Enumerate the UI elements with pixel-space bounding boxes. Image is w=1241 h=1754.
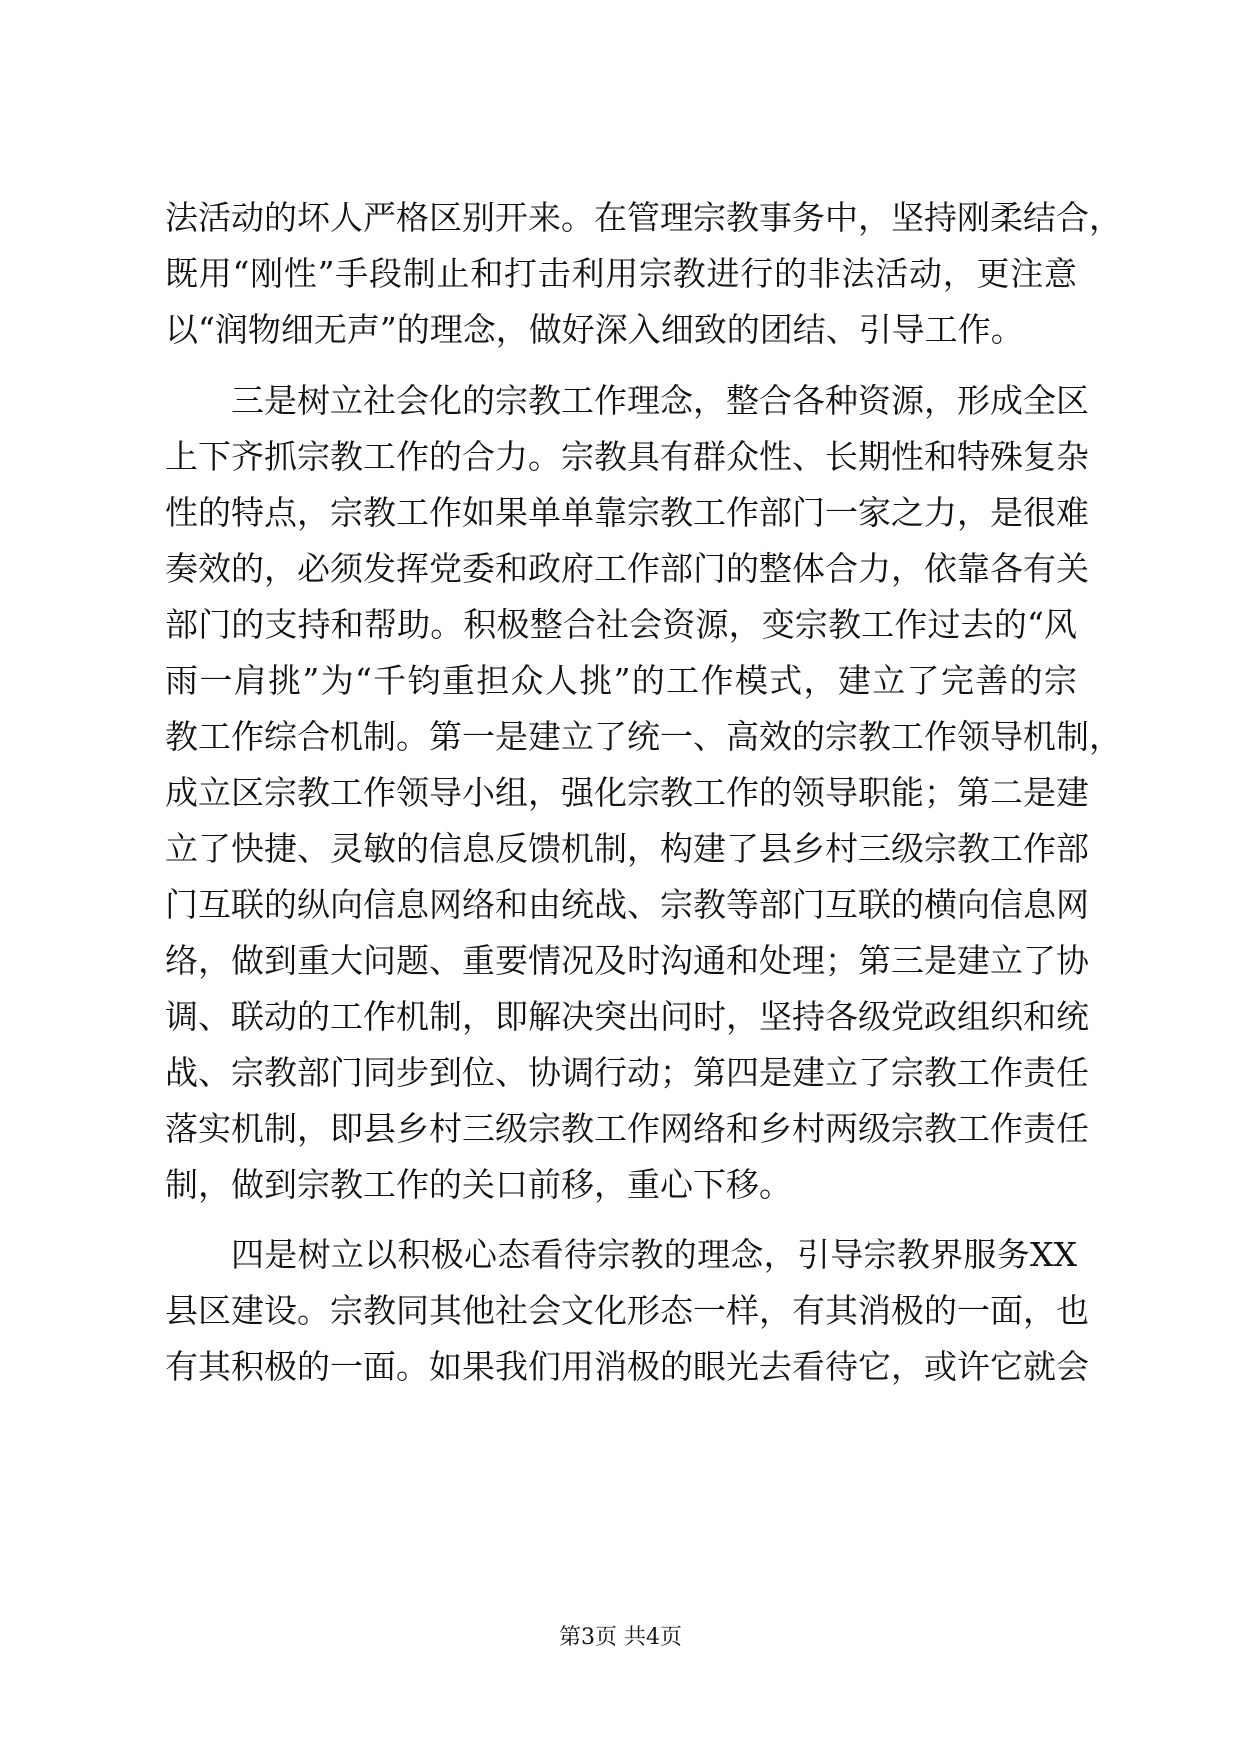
text-line: 门互联的纵向信息网络和由统战、宗教等部门互联的横向信息网 <box>165 885 1089 924</box>
text-line: 络，做到重大问题、重要情况及时沟通和处理；第三是建立了协 <box>165 941 1089 980</box>
text-line: 制，做到宗教工作的关口前移，重心下移。 <box>165 1165 792 1204</box>
text-line: 有其积极的一面。如果我们用消极的眼光去看待它，或许它就会 <box>165 1347 1089 1386</box>
paragraph-start-line: 四是树立以积极心态看待宗教的理念，引导宗教界服务XX <box>231 1235 1077 1274</box>
text-line: 性的特点，宗教工作如果单单靠宗教工作部门一家之力，是很难 <box>165 493 1089 532</box>
text-line: 既用“刚性”手段制止和打击利用宗教进行的非法活动，更注意 <box>165 254 1077 293</box>
text-line: 雨一肩挑”为“千钧重担众人挑”的工作模式，建立了完善的宗 <box>165 661 1077 700</box>
text-line: 县区建设。宗教同其他社会文化形态一样，有其消极的一面，也 <box>165 1291 1089 1330</box>
text-line: 奏效的，必须发挥党委和政府工作部门的整体合力，依靠各有关 <box>165 549 1089 588</box>
text-line: 战、宗教部门同步到位、协调行动；第四是建立了宗教工作责任 <box>165 1053 1089 1092</box>
text-line: 上下齐抓宗教工作的合力。宗教具有群众性、长期性和特殊复杂 <box>165 437 1089 476</box>
text-line: 部门的支持和帮助。积极整合社会资源，变宗教工作过去的“风 <box>165 605 1077 644</box>
text-line: 教工作综合机制。第一是建立了统一、高效的宗教工作领导机制， <box>165 717 1122 756</box>
text-line: 以“润物细无声”的理念，做好深入细致的团结、引导工作。 <box>165 310 1024 349</box>
text-line: 法活动的坏人严格区别开来。在管理宗教事务中，坚持刚柔结合， <box>165 198 1122 237</box>
text-line: 调、联动的工作机制，即解决突出问时，坚持各级党政组织和统 <box>165 997 1089 1036</box>
page-number-footer: 第3页 共4页 <box>559 1625 682 1650</box>
text-line: 落实机制，即县乡村三级宗教工作网络和乡村两级宗教工作责任 <box>165 1109 1089 1148</box>
text-line: 成立区宗教工作领导小组，强化宗教工作的领导职能；第二是建 <box>165 773 1089 812</box>
text-line: 立了快捷、灵敏的信息反馈机制，构建了县乡村三级宗教工作部 <box>165 829 1089 868</box>
paragraph-start-line: 三是树立社会化的宗教工作理念，整合各种资源，形成全区 <box>231 381 1089 420</box>
